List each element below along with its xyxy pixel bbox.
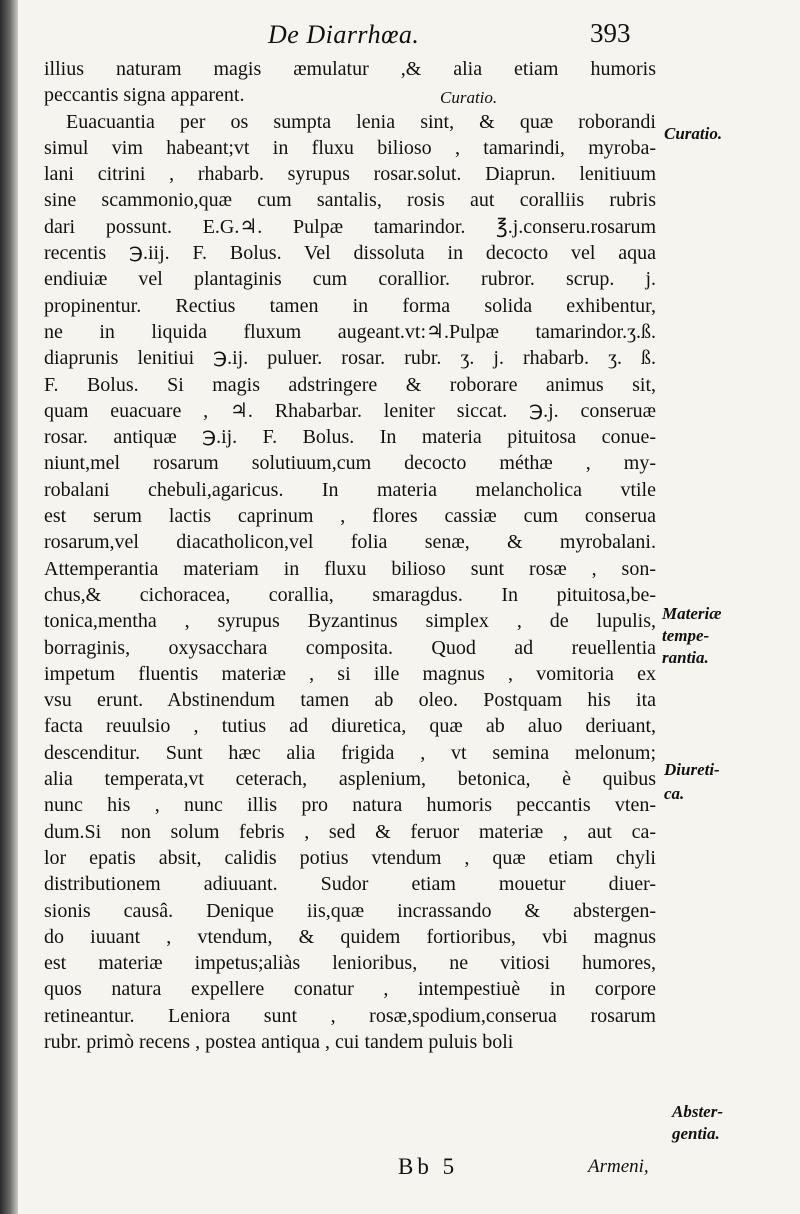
text-line: quos natura expellere conatur , intempestiuè in corpore [44,978,656,1001]
text-line: est materiæ impetus;aliàs lenioribus, ne vitiosi humores, [44,952,656,975]
text-line: lani citrini , rhabarb. syrupus rosar.solut. Diaprun. lenitiuum [44,163,656,186]
page-number: 393 [590,18,631,48]
signature-mark: Bb 5 [398,1154,459,1179]
text-line: simul vim habeant;vt in fluxu bilioso , tamarindi, myroba- [44,136,656,159]
text-line: facta reuulsio , tutius ad diuretica, quæ ab aluo deriuant, [44,715,656,738]
text-line: ne in liquida fluxum augeant.vt:♃.Pulpæ tamarindor.ʒ.ß. [44,320,656,343]
text-line: vsu erunt. Abstinendum tamen ab oleo. Postquam his ita [44,689,656,712]
main-text-column [44,56,656,1055]
margin-note-curatio: Curatio. [664,124,723,143]
margin-note-abster: Abster- [672,1102,723,1121]
text-line: est serum lactis caprinum , flores cassiæ cum conserua [44,505,656,528]
page-footer [0,1152,800,1186]
margin-note-materiae: Materiæ [662,604,722,623]
text-line: F. Bolus. Si magis adstringere & roborare animus sit, [44,373,656,396]
margin-note-rantia: rantia. [662,648,709,667]
text-line: Attemperantia materiam in fluxu bilioso sunt rosæ , son- [44,557,656,580]
text-line: quam euacuare , ♃. Rhabarbar. leniter siccat. ℈.j. conseruæ [44,399,656,422]
text-line: do iuuant , vtendum, & quidem fortioribus, vbi magnus [44,925,656,948]
page-binding-shadow [0,0,18,1214]
text-line: retineantur. Leniora sunt , rosæ,spodium,conserua rosarum [44,1004,656,1027]
text-line: lor epatis absit, calidis potius vtendum , quæ etiam chyli [44,846,656,869]
inline-section-heading: Curatio. [440,88,498,107]
text-line: Euacuantia per os sumpta lenia sint, & quæ roborandi [66,110,656,133]
text-line: dari possunt. E.G.♃. Pulpæ tamarindor. ℥.j.conseru.rosarum [44,215,656,238]
text-line: robalani chebuli,agaricus. In materia melancholica vtile [44,478,656,501]
text-line: descenditur. Sunt hæc alia frigida , vt semina melonum; [44,741,656,764]
catchword: Armeni, [588,1156,649,1177]
text-line: sionis causâ. Denique iis,quæ incrassando & abstergen- [44,899,656,922]
text-line: rosarum,vel diacatholicon,vel folia senæ, & myrobalani. [44,531,656,554]
text-line: illius naturam magis æmulatur ,& alia etiam humoris [44,58,656,80]
text-line: borraginis, oxysacchara composita. Quod ad reuellentia [44,636,656,659]
text-line: distributionem adiuuant. Sudor etiam mouetur diuer- [44,873,656,896]
text-line: rubr. primò recens , postea antiqua , cui tandem puluis boli [44,1030,514,1053]
text-line: peccantis signa apparent. [44,84,245,107]
text-line: alia temperata,vt ceterach, asplenium, betonica, è quibus [44,768,656,791]
running-title: De Diarrhœa. [268,20,420,49]
text-line: niunt,mel rosarum solutiuum,cum decocto méthæ , my- [44,452,656,475]
margin-note-diureti: Diureti- [664,760,720,779]
text-line: impetum fluentis materiæ , si ille magnus , vomitoria ex [44,662,656,685]
text-line: propinentur. Rectius tamen in forma solida exhibentur, [44,294,656,317]
text-line: dum.Si non solum febris , sed & feruor materiæ , aut ca- [44,820,656,843]
text-line: diaprunis lenitiui ℈.ij. puluer. rosar. rubr. ʒ. j. rhabarb. ʒ. ß. [44,347,656,370]
margin-note-ca: ca. [664,784,685,803]
text-line: sine scammonio,quæ cum santalis, rosis aut coralliis rubris [44,189,656,212]
text-line: rosar. antiquæ ℈.ij. F. Bolus. In materia pituitosa conue- [44,426,656,449]
text-line: nunc his , nunc illis pro natura humoris peccantis vten- [44,794,656,817]
text-line: recentis ℈.iij. F. Bolus. Vel dissoluta in decocto vel aqua [44,242,656,265]
page-header [0,14,800,58]
margin-note-tempe: tempe- [662,626,710,645]
text-line: chus,& cichoracea, corallia, smaragdus. In pituitosa,be- [44,583,656,606]
margin-note-gentia: gentia. [672,1124,720,1143]
text-line: tonica,mentha , syrupus Byzantinus simplex , de lupulis, [44,610,656,633]
text-line: endiuiæ vel plantaginis cum corallior. rubror. scrup. j. [44,268,656,291]
